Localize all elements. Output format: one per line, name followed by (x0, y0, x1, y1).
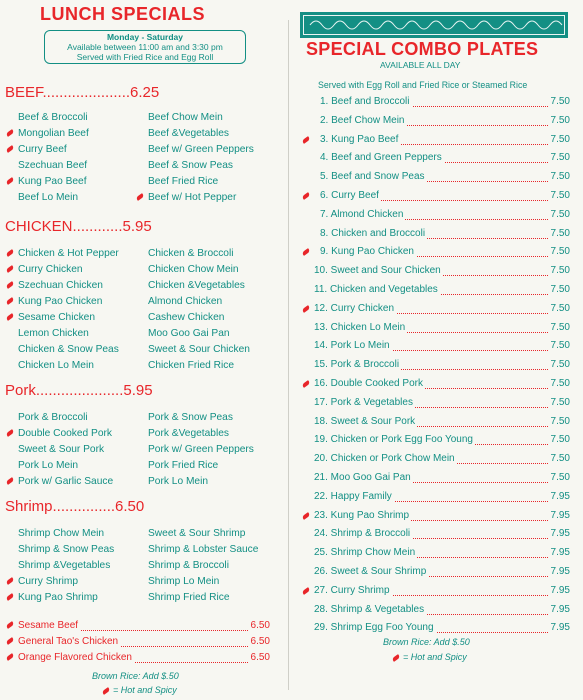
combo-item-price: 7.50 (550, 378, 570, 389)
list-item: Sweet & Sour Shrimp (148, 528, 246, 539)
combo-item-name: 14. Pork Lo Mein (300, 340, 392, 351)
combo-item-name: 7. Almond Chicken (300, 209, 405, 220)
combo-item-price: 7.50 (550, 114, 570, 126)
combo-item-name: 18. Sweet & Sour Pork (300, 416, 417, 427)
list-item: Beef & Snow Peas (148, 160, 233, 171)
combo-item (300, 228, 570, 242)
list-item: Beef Chow Mein (148, 112, 223, 123)
hot-pepper-icon (6, 577, 15, 585)
hours-time: Available between 11:00 am and 3:30 pm (67, 42, 223, 52)
combo-item (300, 434, 570, 448)
combo-item-name: 27. Curry Shrimp (300, 585, 392, 596)
combo-item-name: 22. Happy Family (300, 491, 394, 502)
combo-item (300, 397, 570, 411)
list-item: Pork & Broccoli (18, 412, 88, 423)
combo-item-price: 7.50 (550, 321, 570, 333)
list-item: Beef w/ Green Peppers (148, 144, 254, 155)
combo-item-name: 23. Kung Pao Shrimp (300, 510, 411, 521)
list-item: Shrimp & Lobster Sauce (148, 544, 259, 555)
list-item: Mongolian Beef (18, 128, 89, 139)
combo-item-price: 7.50 (550, 302, 570, 314)
hot-pepper-icon (6, 621, 15, 629)
list-item: Chicken & Broccoli (148, 248, 234, 259)
list-item: Pork Lo Mein (18, 460, 79, 471)
combo-item-price: 7.95 (550, 622, 570, 634)
combo-item-price: 7.50 (550, 284, 570, 295)
spicy-legend: = Hot and Spicy (113, 685, 177, 695)
combo-item-price: 7.95 (550, 490, 570, 502)
list-item: Cashew Chicken (148, 312, 225, 323)
shrimp-section-header: Shrimp...............6.50 (5, 498, 145, 515)
combo-item-name: 2. Beef Chow Mein (300, 115, 407, 126)
hot-pepper-icon (136, 193, 145, 201)
combo-item-name: 15. Pork & Broccoli (300, 359, 401, 370)
extra-item (18, 636, 270, 650)
lunch-specials-column (0, 0, 290, 700)
combo-item (300, 265, 570, 279)
combo-item-name: 12. Curry Chicken (300, 303, 396, 314)
combo-item-name: 29. Shrimp Egg Foo Young (300, 622, 436, 633)
combo-item-price: 7.50 (550, 396, 570, 408)
combo-item (300, 284, 570, 298)
list-item: Shrimp Lo Mein (148, 576, 220, 587)
combo-item (300, 622, 570, 636)
combo-item-price: 7.50 (550, 171, 570, 183)
list-item: Kung Pao Beef (18, 176, 87, 187)
list-item: Szechuan Beef (18, 160, 88, 171)
combo-item (300, 134, 570, 148)
combo-item (300, 209, 570, 223)
extra-item (18, 620, 270, 634)
brown-rice-note: Brown Rice: Add $.50 (383, 637, 470, 647)
lunch-specials-title: LUNCH SPECIALS (40, 4, 206, 24)
hot-pepper-icon (6, 265, 15, 273)
combo-item-price: 7.50 (550, 133, 570, 145)
combo-item-price: 7.50 (550, 190, 570, 201)
list-item: Sesame Chicken (18, 312, 96, 323)
list-item: Beef & Broccoli (18, 112, 88, 123)
list-item: Moo Goo Gai Pan (148, 328, 230, 339)
chicken-section-header: CHICKEN............5.95 (5, 218, 152, 235)
list-item: Sweet & Sour Pork (18, 444, 105, 455)
list-item: Kung Pao Chicken (18, 296, 103, 307)
decorative-banner (300, 12, 568, 38)
combo-item (300, 547, 570, 561)
combo-item-name: 16. Double Cooked Pork (300, 378, 425, 389)
combo-item-name: 26. Sweet & Sour Shrimp (300, 566, 428, 577)
combo-item-name: 20. Chicken or Pork Chow Mein (300, 453, 457, 464)
combo-item (300, 453, 570, 467)
banner-pattern-icon (300, 12, 568, 38)
combo-item-name: 19. Chicken or Pork Egg Foo Young (300, 434, 475, 445)
combo-item-price: 7.95 (550, 603, 570, 615)
hot-pepper-icon (6, 593, 15, 601)
hot-pepper-icon (6, 177, 15, 185)
combo-item (300, 246, 570, 260)
hot-pepper-icon (6, 477, 15, 485)
combo-item-price: 7.50 (550, 96, 570, 107)
spicy-legend: = Hot and Spicy (403, 652, 467, 662)
pork-section-header: Pork.....................5.95 (5, 382, 153, 399)
list-item: Chicken & Hot Pepper (18, 248, 119, 259)
combo-item-name: 9. Kung Pao Chicken (300, 246, 416, 257)
combo-item-name: 10. Sweet and Sour Chicken (300, 265, 443, 276)
combo-item-name: 4. Beef and Green Peppers (300, 152, 444, 163)
combo-item-price: 7.50 (550, 265, 570, 277)
combo-item-price: 7.50 (550, 246, 570, 258)
combo-item-name: 8. Chicken and Broccoli (300, 228, 427, 239)
hot-pepper-icon (6, 429, 15, 437)
available-note: AVAILABLE ALL DAY (380, 60, 461, 70)
list-item: Curry Shrimp (18, 576, 79, 587)
combo-item-price: 7.95 (550, 566, 570, 577)
combo-item (300, 303, 570, 317)
combo-item (300, 115, 570, 129)
hot-pepper-icon (6, 297, 15, 305)
hours-days: Monday - Saturday (106, 32, 184, 42)
extra-item-name: Sesame Beef (18, 620, 79, 631)
combo-item-price: 7.50 (550, 434, 570, 446)
list-item: Pork w/ Green Peppers (148, 444, 254, 455)
list-item: Pork w/ Garlic Sauce (18, 476, 114, 487)
combo-item (300, 472, 570, 486)
beef-section-header: BEEF.....................6.25 (5, 84, 160, 101)
hours-served: Served with Fried Rice and Egg Roll (76, 52, 214, 62)
extra-item (18, 652, 270, 666)
combo-plates-title: SPECIAL COMBO PLATES (306, 39, 539, 59)
combo-item (300, 604, 570, 618)
list-item: Kung Pao Shrimp (18, 592, 98, 603)
combo-item (300, 491, 570, 505)
hot-pepper-icon (6, 637, 15, 645)
combo-item-price: 7.50 (550, 359, 570, 371)
list-item: Chicken Fried Rice (148, 360, 235, 371)
combo-item (300, 510, 570, 524)
combo-item (300, 378, 570, 392)
combo-item (300, 566, 570, 580)
combo-item-name: 3. Kung Pao Beef (300, 134, 400, 145)
hot-pepper-icon (6, 653, 15, 661)
list-item: Pork Fried Rice (148, 460, 219, 471)
list-item: Shrimp & Snow Peas (18, 544, 115, 555)
combo-item (300, 359, 570, 373)
list-item: Shrimp Fried Rice (148, 592, 230, 603)
hot-pepper-icon (102, 687, 111, 695)
combo-item-name: 28. Shrimp & Vegetables (300, 604, 426, 615)
list-item: Chicken &Vegetables (148, 280, 245, 291)
brown-rice-note: Brown Rice: Add $.50 (92, 671, 179, 681)
list-item: Sweet & Sour Chicken (148, 344, 250, 355)
hot-pepper-icon (6, 145, 15, 153)
extra-item-price: 6.50 (250, 636, 270, 647)
combo-item-price: 7.50 (550, 208, 570, 220)
combo-item-price: 7.95 (550, 584, 570, 596)
combo-item-price: 7.50 (550, 472, 570, 483)
combo-item-price: 7.50 (550, 152, 570, 164)
combo-item (300, 340, 570, 354)
extra-item-price: 6.50 (250, 652, 270, 663)
list-item: Beef &Vegetables (148, 128, 229, 139)
combo-item (300, 416, 570, 430)
extra-item-price: 6.50 (250, 620, 270, 631)
extra-item-name: Orange Flavored Chicken (18, 652, 132, 663)
combo-item-name: 6. Curry Beef (300, 190, 381, 201)
combo-item-name: 13. Chicken Lo Mein (300, 322, 407, 333)
list-item: Szechuan Chicken (18, 280, 103, 291)
list-item: Shrimp & Broccoli (148, 560, 229, 571)
combo-item-price: 7.50 (550, 453, 570, 465)
list-item: Double Cooked Pork (18, 428, 113, 439)
list-item: Pork &Vegetables (148, 428, 229, 439)
list-item: Curry Chicken (18, 264, 83, 275)
hot-pepper-icon (6, 129, 15, 137)
column-divider (288, 20, 289, 690)
list-item: Beef Lo Mein (18, 192, 79, 203)
combo-item-price: 7.50 (550, 227, 570, 239)
combo-item-name: 25. Shrimp Chow Mein (300, 547, 417, 558)
list-item: Chicken & Snow Peas (18, 344, 119, 355)
combo-item (300, 190, 570, 204)
list-item: Chicken Chow Mein (148, 264, 239, 275)
combo-item-price: 7.50 (550, 415, 570, 427)
combo-item (300, 322, 570, 336)
combo-item-name: 17. Pork & Vegetables (300, 397, 415, 408)
list-item: Beef Fried Rice (148, 176, 219, 187)
combo-item-price: 7.95 (550, 509, 570, 521)
list-item: Pork Lo Mein (148, 476, 209, 487)
list-item: Chicken Lo Mein (18, 360, 94, 371)
list-item: Lemon Chicken (18, 328, 89, 339)
hot-pepper-icon (6, 249, 15, 257)
hot-pepper-icon (392, 654, 401, 662)
combo-item-price: 7.95 (550, 528, 570, 540)
extra-item-name: General Tao's Chicken (18, 636, 119, 647)
combo-item (300, 152, 570, 166)
list-item: Shrimp Chow Mein (18, 528, 105, 539)
list-item: Shrimp &Vegetables (18, 560, 111, 571)
list-item: Almond Chicken (148, 296, 223, 307)
combo-item (300, 96, 570, 110)
combo-item-name: 21. Moo Goo Gai Pan (300, 472, 413, 483)
combo-item-name: 5. Beef and Snow Peas (300, 171, 427, 182)
combo-item-name: 1. Beef and Broccoli (300, 96, 412, 107)
combo-item-name: 24. Shrimp & Broccoli (300, 528, 412, 539)
combo-item (300, 171, 570, 185)
list-item: Pork & Snow Peas (148, 412, 233, 423)
combo-item-price: 7.50 (550, 340, 570, 352)
list-item: Beef w/ Hot Pepper (148, 192, 237, 203)
combo-item (300, 585, 570, 599)
served-note: Served with Egg Roll and Fried Rice or Steamed Rice (318, 80, 528, 90)
hot-pepper-icon (6, 281, 15, 289)
hot-pepper-icon (6, 313, 15, 321)
list-item: Curry Beef (18, 144, 67, 155)
combo-item-price: 7.95 (550, 547, 570, 559)
hours-box (44, 30, 246, 64)
combo-item (300, 528, 570, 542)
combo-item-name: 11. Chicken and Vegetables (300, 284, 440, 295)
